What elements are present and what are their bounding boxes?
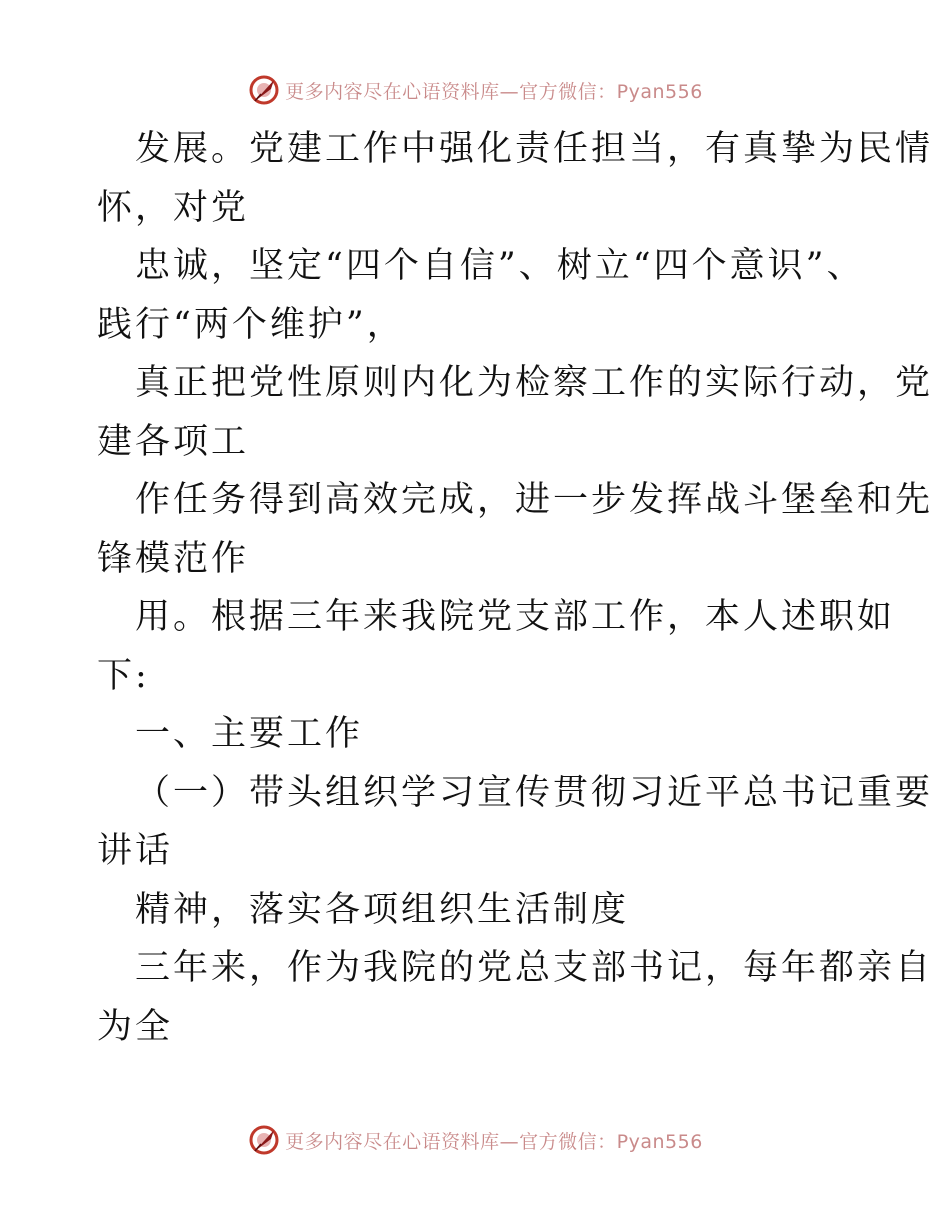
quill-pen-circle-icon bbox=[247, 1123, 281, 1157]
text-line: 一、主要工作 bbox=[135, 714, 364, 754]
footer-banner bbox=[0, 1120, 950, 1160]
text-line: 忠诚，坚定“四个自信”、树立“四个意识”、 bbox=[135, 246, 865, 286]
text-line: 怀，对党 bbox=[97, 187, 250, 228]
header-banner-text: 更多内容尽在心语资料库—官方微信：Pyan556 bbox=[285, 80, 703, 103]
text-line: 精神，落实各项组织生活制度 bbox=[135, 889, 630, 930]
text-line: 为全 bbox=[97, 1006, 174, 1047]
text-line: 三年来，作为我院的党总支部书记，每年都亲自 bbox=[135, 948, 934, 988]
text-line: 发展。党建工作中强化责任担当，有真挚为民情 bbox=[135, 129, 934, 169]
text-line: 锋模范作 bbox=[97, 538, 250, 579]
text-line: 下: bbox=[97, 655, 150, 696]
footer-banner-text: 更多内容尽在心语资料库—官方微信：Pyan556 bbox=[285, 1130, 703, 1153]
text-line: 践行“两个维护”， bbox=[97, 304, 405, 345]
quill-pen-circle-icon bbox=[247, 73, 281, 107]
text-line: （一）带头组织学习宣传贯彻习近平总书记重要 bbox=[135, 772, 934, 813]
header-banner bbox=[0, 70, 950, 110]
text-line: 建各项工 bbox=[97, 421, 250, 462]
text-line: 真正把党性原则内化为检察工作的实际行动，党 bbox=[135, 363, 934, 403]
text-line: 用。根据三年来我院党支部工作，本人述职如 bbox=[135, 597, 896, 637]
text-line: 讲话 bbox=[97, 831, 174, 871]
text-line: 作任务得到高效完成，进一步发挥战斗堡垒和先 bbox=[135, 480, 934, 520]
document-body bbox=[97, 120, 934, 1056]
